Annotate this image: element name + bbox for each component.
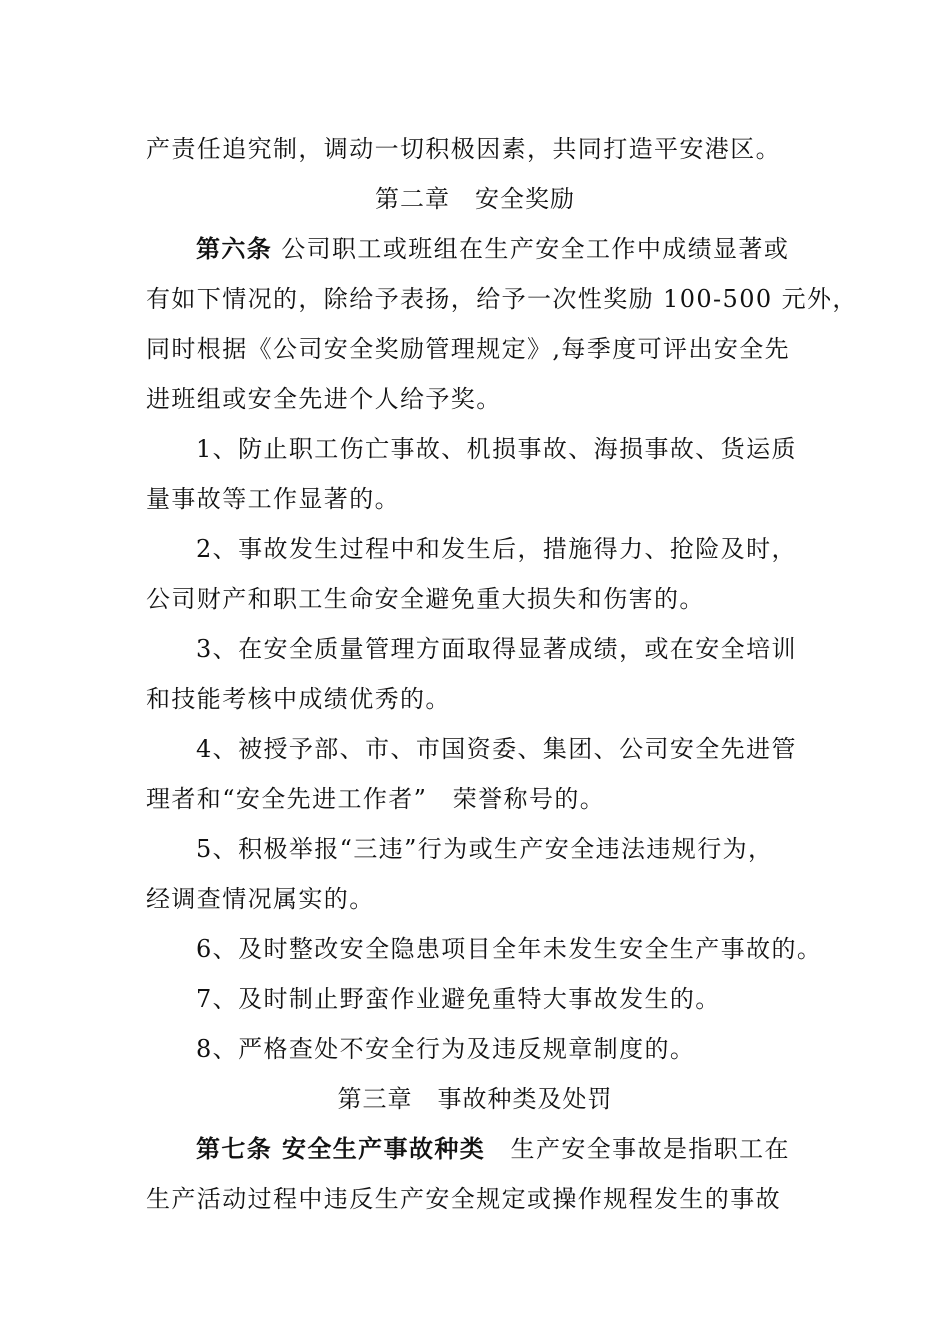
article-7-text: 生产安全事故是指职工在 <box>485 1135 790 1163</box>
item-2-line-2: 公司财产和职工生命安全避免重大损失和伤害的。 <box>146 585 705 613</box>
item-1-line-1: 1、防止职工伤亡事故、机损事故、海损事故、货运质 <box>196 435 797 463</box>
article-7-label: 第七条 安全生产事故种类 <box>196 1135 486 1163</box>
chapter-2-heading: 第二章 安全奖励 <box>375 185 575 213</box>
item-2-line-1: 2、事故发生过程中和发生后，措施得力、抢险及时， <box>196 535 797 563</box>
text-line: 产责任追究制，调动一切积极因素，共同打造平安港区。 <box>146 135 781 163</box>
item-3-line-2: 和技能考核中成绩优秀的。 <box>146 685 451 713</box>
article-7-line-2: 生产活动过程中违反生产安全规定或操作规程发生的事故 <box>146 1185 781 1213</box>
item-7: 7、及时制止野蛮作业避免重特大事故发生的。 <box>196 985 721 1013</box>
item-5-line-2: 经调查情况属实的。 <box>146 885 375 913</box>
item-1-line-2: 量事故等工作显著的。 <box>146 485 400 513</box>
item-4-line-2: 理者和“安全先进工作者” 荣誉称号的。 <box>146 785 606 813</box>
item-5-line-1: 5、积极举报“三违”行为或生产安全违法违规行为， <box>196 835 774 863</box>
article-7-line-1 <box>196 1134 790 1164</box>
item-6: 6、及时整改安全隐患项目全年未发生安全生产事故的。 <box>196 935 823 963</box>
article-6-line-3: 同时根据《公司安全奖励管理规定》,每季度可评出安全先 <box>146 335 791 363</box>
article-6-label: 第六条 <box>196 235 273 263</box>
chapter-3-heading: 第三章 事故种类及处罚 <box>337 1085 613 1113</box>
item-4-line-1: 4、被授予部、市、市国资委、集团、公司安全先进管 <box>196 735 797 763</box>
article-6-text: 公司职工或班组在生产安全工作中成绩显著或 <box>272 235 790 263</box>
article-6-line-1 <box>196 234 789 264</box>
article-6-line-2: 有如下情况的，除给予表扬，给予一次性奖励 100-500 元外， <box>146 285 858 313</box>
item-3-line-1: 3、在安全质量管理方面取得显著成绩，或在安全培训 <box>196 635 797 663</box>
article-6-line-4: 进班组或安全先进个人给予奖。 <box>146 385 502 413</box>
item-8: 8、严格查处不安全行为及违反规章制度的。 <box>196 1035 696 1063</box>
